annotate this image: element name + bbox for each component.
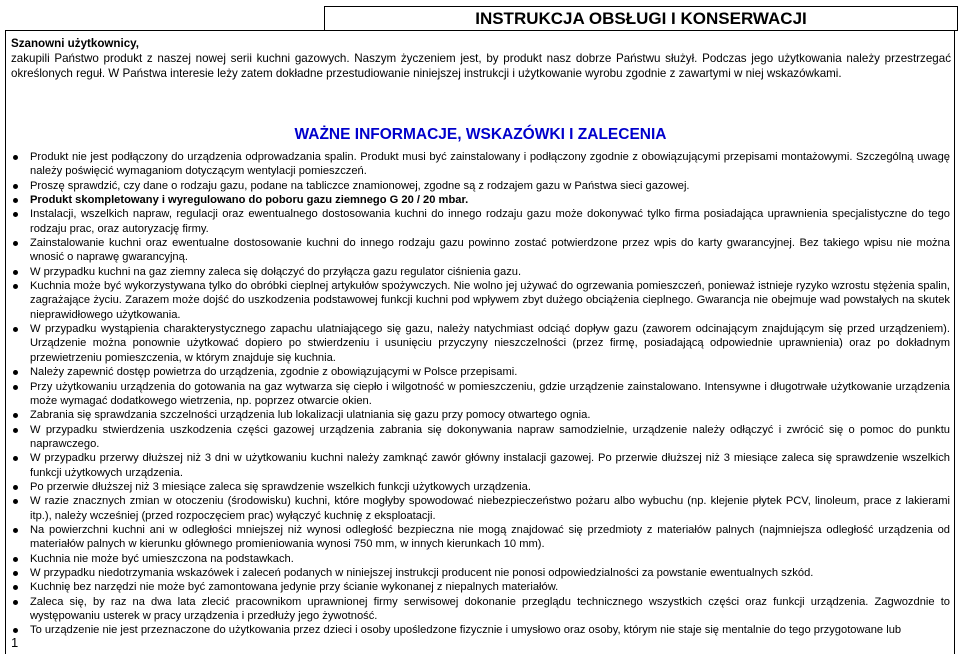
- intro-text: zakupili Państwo produkt z naszej nowej serii kuchni gazowych. Naszym życzeniem jest, by produkt nasz dobrze Państwu służył. Podczas jego użytkowania należy przestrzegać określonych reguł. W Państwa interesie leży zatem dokładne przestudiowanie niniejszej instrukcji i użytkowanie wyrobu zgodnie z zawartymi w niej wskazówkami.: [11, 52, 951, 80]
- list-item-text: Przy użytkowaniu urządzenia do gotowania na gaz wytwarza się ciepło i wilgotność w pomieszczeniu, gdzie urządzenie zainstalowano. Intensywne i długotrwałe użytkowanie urządzenia może wymagać dodatkowego wietrzenia, np. poprzez otwarcie okien.: [30, 380, 950, 407]
- page-number: 1: [11, 635, 19, 650]
- list-item: [30, 566, 950, 580]
- list-item: [30, 150, 950, 179]
- list-item: [30, 451, 950, 480]
- bullet-icon: [13, 456, 18, 461]
- list-item: [30, 207, 950, 236]
- list-item-text: To urządzenie nie jest przeznaczone do użytkowania przez dzieci i osoby upośledzone fizycznie i umysłowo oraz osoby, którym nie staje się mentalnie do tego przygotowane lub: [30, 624, 902, 637]
- bullet-icon: [13, 557, 18, 562]
- list-item: [30, 179, 950, 193]
- bullet-icon: [13, 370, 18, 375]
- bullet-icon: [13, 212, 18, 217]
- bullet-icon: [13, 327, 18, 332]
- bullet-icon: [13, 571, 18, 576]
- list-item: [30, 580, 950, 594]
- list-item: [30, 480, 950, 494]
- bullet-icon: [13, 155, 18, 160]
- list-item: [30, 408, 950, 422]
- list-item: [30, 380, 950, 409]
- list-item-text: Na powierzchni kuchni ani w odległości mniejszej niż wynosi odległość bezpieczna nie mogą znajdować się przedmioty z materiałów palnych (najmniejsza odległość urządzenia od materiałów palnych w kierunku głównego promieniowania wynosi 750 mm, w innych kierunkach 10 mm).: [30, 523, 950, 551]
- list-item: [30, 236, 950, 265]
- list-item: [30, 279, 950, 322]
- document-title: INSTRUKCJA OBSŁUGI I KONSERWACJI: [324, 6, 958, 31]
- list-item-text: Zainstalowanie kuchni oraz ewentualne dostosowanie kuchni do innego rodzaju gazu powinno zostać potwierdzone przez wpis do karty gwarancyjnej. Bez takiego wpisu nie można wnosić o naprawę gwarancyjną.: [30, 237, 950, 264]
- list-item-text: Produkt skompletowany i wyregulowano do poboru gazu ziemnego G 20 / 20 mbar.: [30, 194, 469, 207]
- list-item: [30, 322, 950, 365]
- list-item-text: Po przerwie dłuższej niż 3 miesiące zaleca się sprawdzenie wszelkich funkcji użytkowych urządzenia.: [30, 480, 531, 493]
- list-item-text: Produkt nie jest podłączony do urządzenia odprowadzania spalin. Produkt musi być zainstalowany i podłączony zgodnie z obowiązującymi przepisami montażowymi. Szczególną uwagę należy poświęcić wymaganiom dotyczącym wentylacji pomieszczeń.: [30, 151, 950, 178]
- list-item: [30, 595, 950, 624]
- bullet-icon: [13, 198, 18, 203]
- list-item-text: Należy zapewnić dostęp powietrza do urządzenia, zgodnie z obowiązującymi w Polsce przepisami.: [30, 366, 518, 379]
- list-item: [30, 423, 950, 452]
- list-item: [30, 265, 950, 279]
- bullet-icon: [13, 184, 18, 189]
- bullet-icon: [13, 485, 18, 490]
- list-item-text: Kuchnia może być wykorzystywana tylko do obróbki cieplnej artykułów spożywczych. Nie wolno jej używać do ogrzewania pomieszczeń, ponieważ istnieje ryzyko wzrostu stężenia spalin, zagrażające życiu. Zarazem może dojść do uszkodzenia podstawowej funkcji kuchni pod wpływem zbyt dużego obciążenia cieplnego. Gwarancja nie obejmuje wad powstałych na skutek nieprawidłowego użytkowania.: [30, 280, 950, 321]
- list-item: [30, 365, 950, 379]
- intro-paragraph: [11, 36, 951, 81]
- bullet-icon: [13, 284, 18, 289]
- list-item-text: Kuchnię bez narzędzi nie może być zamontowana jedynie przy ścianie wykonanej z niepalnych materiałów.: [30, 581, 559, 594]
- list-item-text: W przypadku stwierdzenia uszkodzenia części gazowej urządzenia zabrania się dokonywania napraw samodzielnie, urządzenie należy odłączyć i zwrócić się o pomoc do punktu naprawczego.: [30, 423, 950, 450]
- list-item: [30, 523, 950, 552]
- list-item: [30, 193, 950, 207]
- section-title: WAŻNE INFORMACJE, WSKAZÓWKI I ZALECENIA: [294, 126, 667, 143]
- bullet-icon: [13, 600, 18, 605]
- list-item: [30, 623, 950, 637]
- bullet-icon: [13, 413, 18, 418]
- bullet-icon: [13, 585, 18, 590]
- list-item-text: Zabrania się sprawdzania szczelności urządzenia lub lokalizacji ulatniania się gazu przy pomocy otwartego ognia.: [30, 409, 591, 422]
- bullet-icon: [13, 499, 18, 504]
- list-item-text: W przypadku kuchni na gaz ziemny zaleca się dołączyć do przyłącza gazu regulator ciśnienia gazu.: [30, 265, 522, 278]
- list-item-text: Zaleca się, by raz na dwa lata zlecić pracownikom uprawnionej firmy serwisowej dokonanie przeglądu technicznego wszystkich części oraz funkcji urządzenia. Zagwozdnie to występowaniu usterek w pracy urządzenia i przedłuży jego żywotność.: [30, 595, 950, 622]
- greeting: Szanowni użytkownicy,: [11, 37, 139, 50]
- bullet-icon: [13, 528, 18, 533]
- list-item-text: W razie znacznych zmian w otoczeniu (środowisku) kuchni, które mogłyby spowodować niebezpieczeństwo pożaru albo wybuchu (np. klejenie płytek PCV, linoleum, prace z lakierami itp.), należy wcześniej (przed rozpoczęciem prac) wyłączyć kuchnię z eksploatacji.: [30, 495, 950, 522]
- instruction-list: [5, 150, 950, 638]
- list-item: [30, 494, 950, 523]
- bullet-icon: [13, 385, 18, 390]
- bullet-icon: [13, 628, 18, 633]
- list-item-text: W przypadku przerwy dłuższej niż 3 dni w użytkowaniu kuchni należy zamknąć zawór główny instalacji gazowej. Po przerwie dłuższej niż 3 miesiące zaleca się sprawdzenie wszelkich funkcji użytkowych urządzenia.: [30, 452, 950, 479]
- list-item: [30, 552, 950, 566]
- bullet-icon: [13, 428, 18, 433]
- list-item-text: W przypadku niedotrzymania wskazówek i zaleceń podanych w niniejszej instrukcji producent nie ponosi odpowiedzialności za powstanie ewentualnych szkód.: [30, 566, 814, 579]
- bullet-icon: [13, 270, 18, 275]
- list-item-text: Proszę sprawdzić, czy dane o rodzaju gazu, podane na tabliczce znamionowej, zgodne są z rodzajem gazu w Państwa sieci gazowej.: [30, 179, 690, 192]
- bullet-icon: [13, 241, 18, 246]
- list-item-text: W przypadku wystąpienia charakterystycznego zapachu ulatniającego się gazu, należy natychmiast odciąć dopływ gazu (zaworem odcinającym znajdującym się przed urządzeniem). Urządzenie można ponownie użytkować dopiero po stwierdzeniu i usunięciu przyczyny nieszczelności (przez firmę, posiadającą odpowiednie uprawnienia) oraz po dokładnym przewietrzeniu pomieszczenia, w którym znajduje się kuchnia.: [30, 323, 950, 364]
- list-item-text: Instalacji, wszelkich napraw, regulacji oraz ewentualnego dostosowania kuchni do innego rodzaju gazu może dokonywać tylko firma posiadająca uprawnienia specjalistyczne do tego rodzaju prac, oraz autoryzację firmy.: [30, 208, 950, 235]
- list-item-text: Kuchnia nie może być umieszczona na podstawkach.: [30, 552, 294, 565]
